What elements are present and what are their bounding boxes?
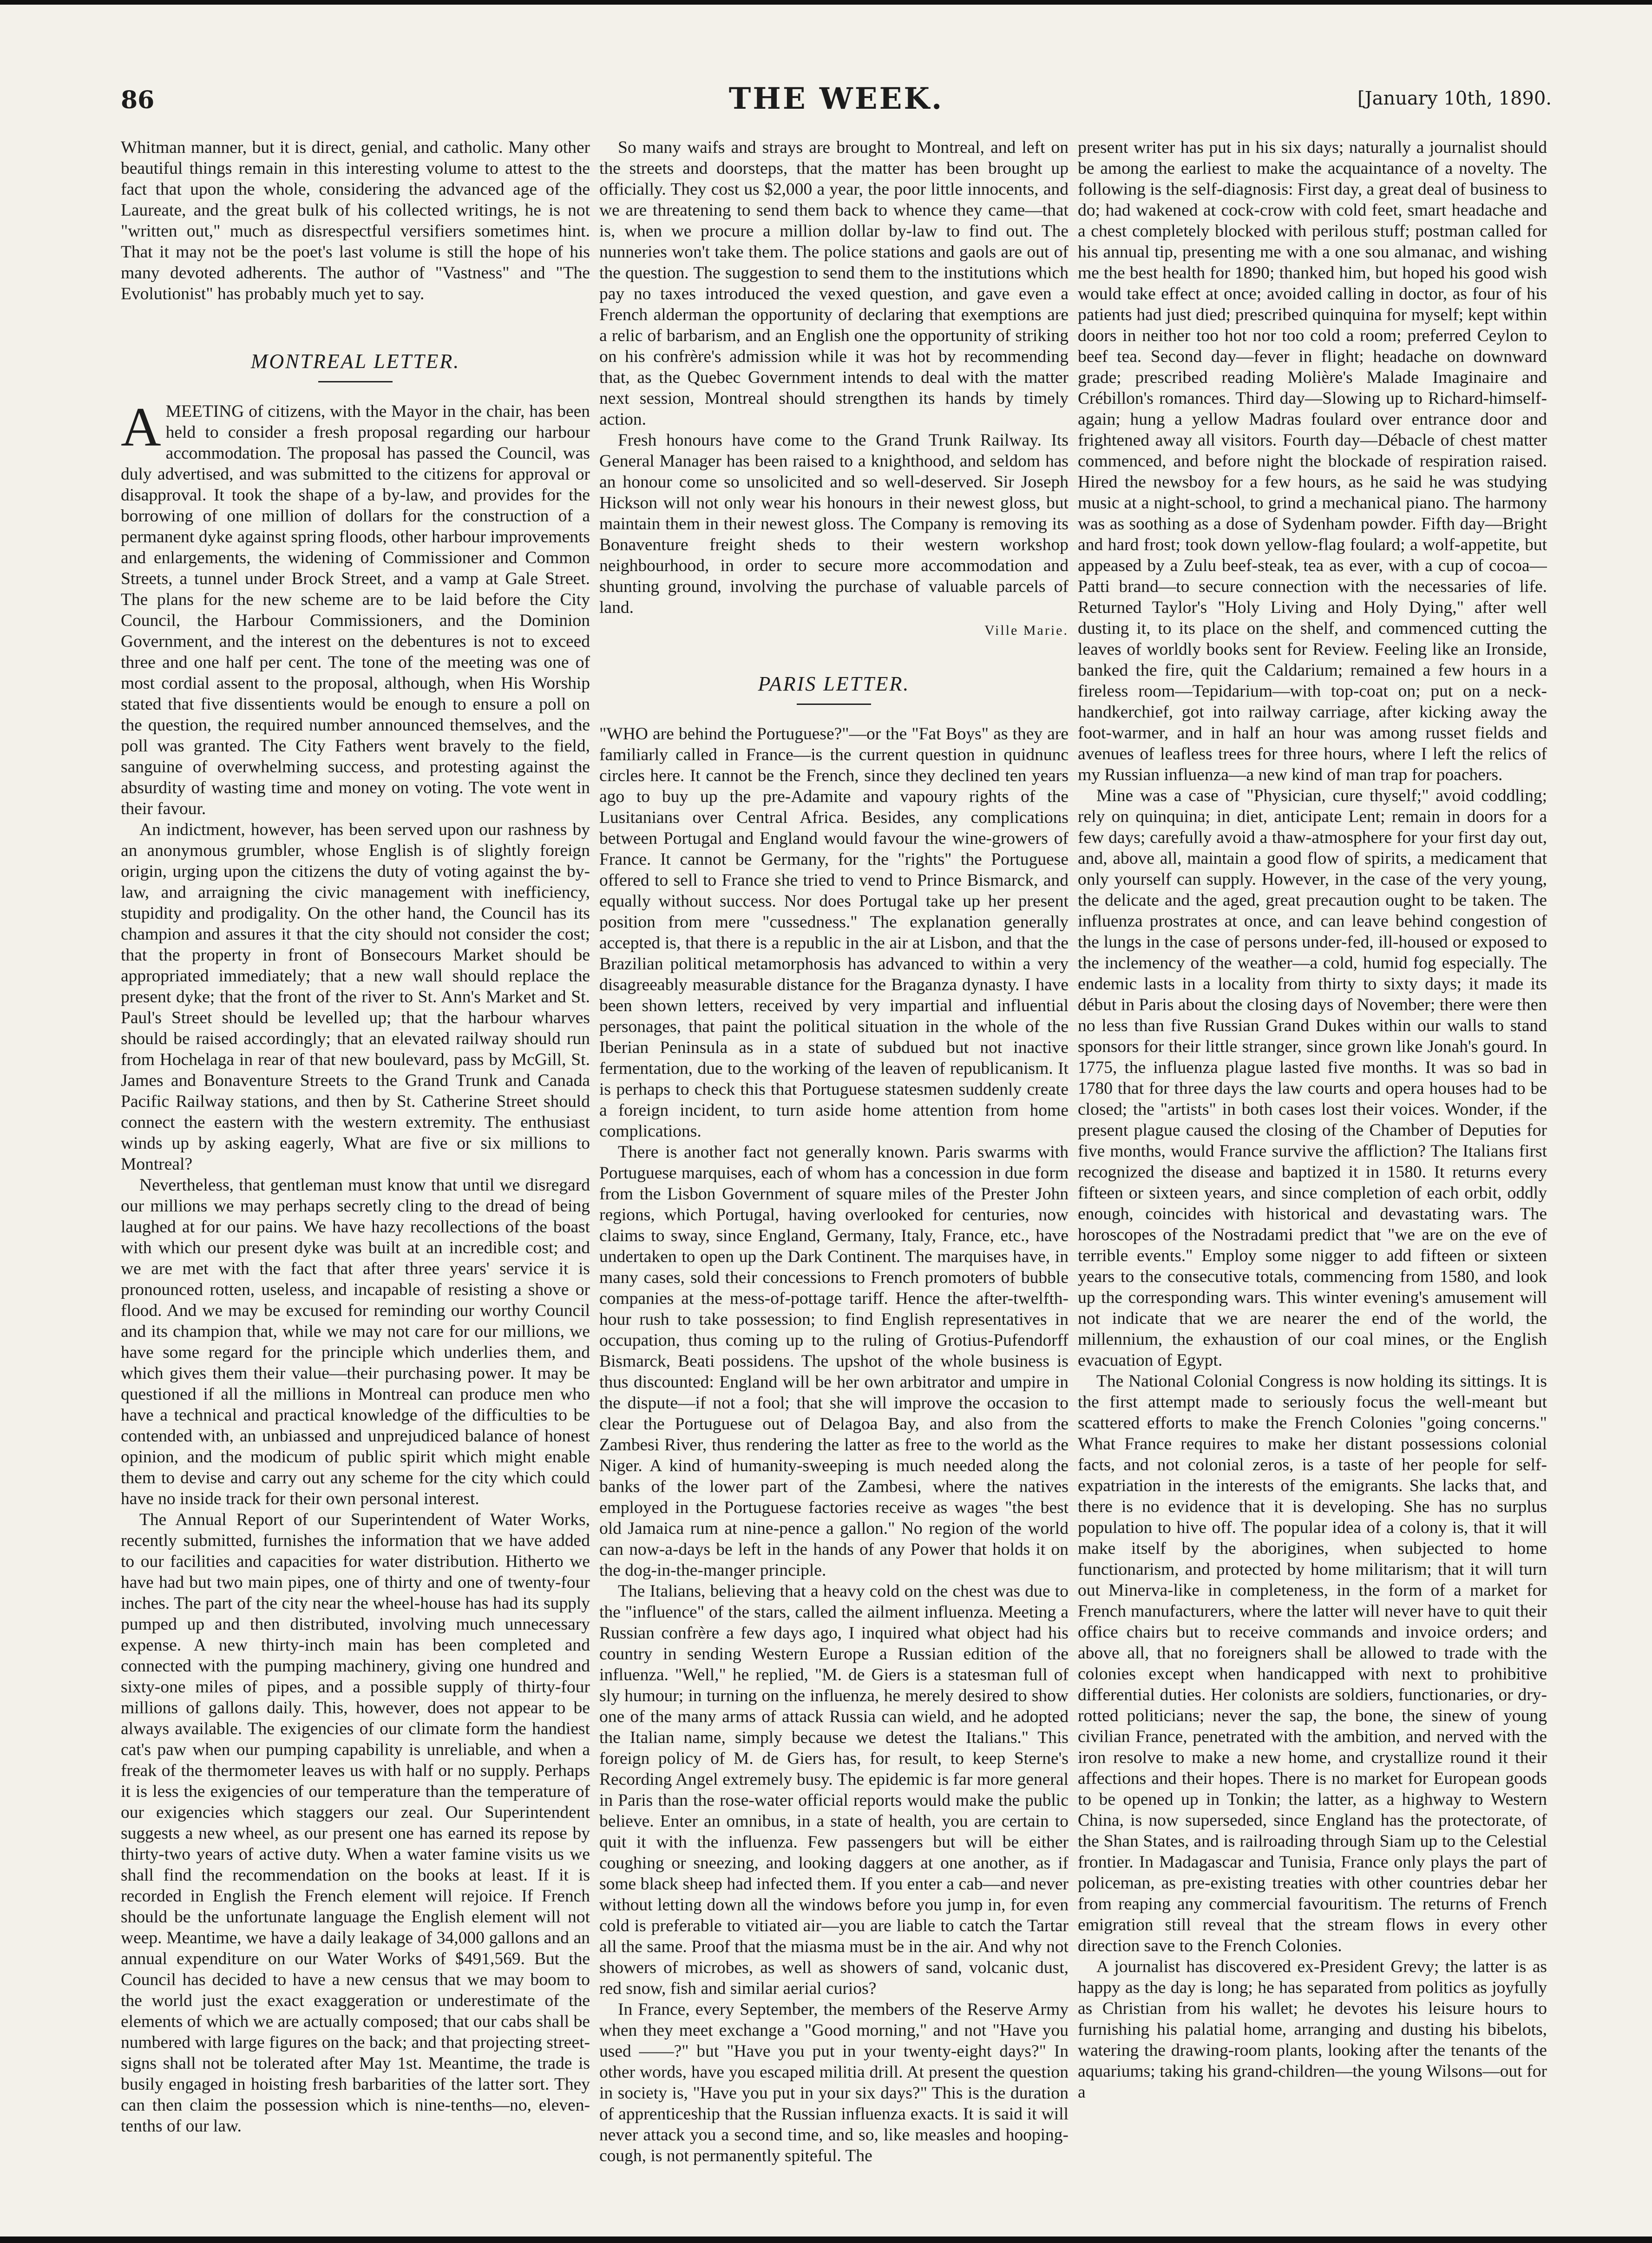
column-2-paragraph: The Italians, believing that a heavy cold on the chest was due to the "influence" of the stars, called the ailment influenza. Meeting a Russian confrère a few days ago, I inquired what object had his country in sending Western Europe a Russian edition of the influenza. "Well," he replied, "M. de Giers is a statesman full of sly humour; in turning on the influenza, he merely desired to show one of the many arms of attack Russia can wield, and he adopted the Italian name, simply because we detest the Italians." This foreign policy of M. de Giers has, for result, to keep Sterne's Recording Angel extremely busy. The epidemic is far more general in Paris than the rose-water official reports would make the public believe. Enter an omnibus, in a state of health, you are certain to quit it with the influenza. Few passengers but will be either coughing or sneezing, and looking daggers at one another, as if some black sheep had infected them. If you enter a cab—and never without letting down all the windows before you jump in, for even cold is preferable to vitiated air—you are liable to catch the Tartar all the same. Proof that the miasma must be in the air. And why not showers of microbes, as well as showers of sand, volcanic dust, red snow, fish and similar aerial curios?	[599, 1582, 1069, 1998]
column-1-paragraph: Whitman manner, but it is direct, genial, and catholic. Many other beautiful things remain in this interesting volume to attest to the fact that upon the whole, considering the advanced age of the Laureate, and the great bulk of his collected writings, he is not "written out," much as disrespectful versifiers sometimes hint. That it may not be the poet's last volume is still the hope of his many devoted adherents. The author of "Vastness" and "The Evolutionist" has probably much yet to say.	[121, 138, 590, 303]
heading-rule	[797, 704, 871, 705]
column-2	[599, 137, 1069, 2214]
montreal-letter-heading: MONTREAL LETTER.	[250, 350, 460, 373]
page-number: 86	[121, 86, 155, 114]
column-1-paragraph: An indictment, however, has been served upon our rashness by an anonymous grumbler, whose English is of slightly foreign origin, urging upon the citizens the duty of voting against the by-law, and arraigning the civic management with inefficiency, stupidity and prodigality. On the other hand, the Council has its champion and assures it that the city should not consider the cost; that the property in front of Bonsecours Market should be appropriated immediately; that a new wall should replace the present dyke; that the front of the river to St. Ann's Market and St. Paul's Street should be levelled up; that the harbour wharves should be raised accordingly; that an elevated railway should run from Hochelaga in rear of that new boulevard, pass by McGill, St. James and Bonaventure Streets to the Grand Trunk and Canada Pacific Railway stations, and then by St. Catherine Street should connect the eastern with the western extremity. The enthusiast winds up by asking eagerly, What are five or six millions to Montreal?	[121, 820, 590, 1174]
letter-signature: Ville Marie.	[984, 623, 1069, 638]
paris-letter-heading: PARIS LETTER.	[758, 672, 910, 695]
dateline: [January 10th, 1890.	[1357, 88, 1552, 109]
column-2-paragraph: "WHO are behind the Portuguese?"—or the "Fat Boys" as they are familiarly called in France—is the current question in quidnunc circles here. It cannot be the French, since they declined ten years ago to buy up the pre-Adamite and vapoury rights of the Lusitanians over Central Africa. Besides, any complications between Portugal and England would favour the wine-growers of France. It cannot be Germany, for the "rights" the Portuguese offered to sell to France she tried to vend to Prince Bismarck, and equally without success. Nor does Portugal take up her present position from mere "cussedness." The explanation generally accepted is, that there is a republic in the air at Lisbon, and that the Brazilian political metamorphosis has advanced to within a very disagreeably measurable distance for the Braganza dynasty. I have been shown letters, received by very impartial and influential personages, that paint the political situation in the whole of the Iberian Peninsula as in a state of subdued but not inactive fermentation, due to the working of the leaven of republicanism. It is perhaps to check this that Portuguese statesmen suddenly create a foreign incident, to turn aside home attention from home complications.	[599, 724, 1069, 1141]
column-1-paragraph	[121, 396, 590, 819]
column-1-paragraph: Nevertheless, that gentleman must know that until we disregard our millions we may perhaps secretly cling to the dread of being laughed at for our pains. We have hazy recollections of the boast with which our present dyke was built at an incredible cost; and we are met with the fact that after three years' service it is pronounced rotten, useless, and incapable of resisting a shove or flood. And we may be excused for reminding our worthy Council and its champion that, while we may not care for our millions, we have some regard for the principle which underlies them, and which gives them their value—their purchasing power. It may be questioned if all the millions in Montreal can produce men who have a technical and practical knowledge of the difficulties to be contended with, an unbiassed and unprejudiced balance of honest opinion, and the modicum of public spirit which might enable them to devise and carry out any scheme for the city which could have no inside track for their own personal interest.	[121, 1176, 590, 1508]
column-3-paragraph: The National Colonial Congress is now holding its sittings. It is the first attempt made to seriously focus the well-meant but scattered efforts to make the French Colonies "going concerns." What France requires to make her distant possessions colonial facts, and not colonial zeros, is a taste of her people for self-expatriation in the interests of the emigrants. She lacks that, and there is no evidence that it is developing. She has no surplus population to hive off. The popular idea of a colony is, that it will make itself by the aborigines, when subjected to home functionarism, and protected by home militarism; that it will turn out Minerva-like in completeness, in the form of a market for French manufacturers, where the latter will never have to quit their office chairs but to receive commands and invoice orders; and above all, that no foreigners shall be allowed to trade with the colonies except when handicapped with next to prohibitive differential duties. Her colonists are soldiers, functionaries, or dry-rotted politicians; never the sap, the bone, the sinew of young civilian France, penetrated with the ambition, and nerved with the iron resolve to make a new home, and crystallize round it their affections and their hopes. There is no market for European goods to be opened up in Tonkin; the latter, as a highway to Western China, is now superseded, since England has the protectorate, of the Shan States, and is railroading through Siam up to the Celestial frontier. In Madagascar and Tunisia, France only plays the part of policeman, as pre-existing treaties with other countries debar her from reaping any commercial favouritism. The returns of French emigration still reveal that the stream flows in every other direction save to the French Colonies.	[1078, 1372, 1547, 1955]
column-3-paragraph: present writer has put in his six days; naturally a journalist should be among the earliest to make the acquaintance of a novelty. The following is the self-diagnosis: First day, a great deal of business to do; had wakened at cock-crow with cold feet, smart headache and a chest completely blocked with perilous stuff; postman called for his annual tip, presenting me with a one sou almanac, and wishing me the best health for 1890; thanked him, but hoped his good wish would take effect at once; avoided calling in doctor, as four of his patients had just died; prescribed quinquina for myself; kept within doors in neither too hot nor too cold a room; preferred Ceylon to beef tea. Second day—fever in flight; headache on downward grade; prescribed reading Molière's Malade Imaginaire and Crébillon's romances. Third day—Slowing up to Richard-himself-again; hung a yellow Madras foulard over entrance door and frightened away all visitors. Fourth day—Débacle of chest matter commenced, and before night the blockade of respiration raised. Hired the newsboy for a few hours, as he said he was studying music at a night-school, to grind a mechanical piano. The harmony was as soothing as a dose of Sydenham powder. Fifth day—Bright and hard frost; took down yellow-flag foulard; a wolf-appetite, but appeased by a Zulu beef-steak, tea as ever, with a cup of cocoa—Patti brand—to secure connection with the necessaries of life. Returned Taylor's "Holy Living and Holy Dying," after well dusting it, to its place on the shelf, and commenced cutting the leaves of worldly books sent for Review. Feeling like an Ironside, banked the fire, quit the Caldarium; remained a few hours in a fireless room—Tepidarium—with top-coat on; put on a neck-handkerchief, got into railway carriage, after kicking away the foot-warmer, and in half an hour was among russet fields and avenues of leafless trees for three hours, where I left the relics of my Russian influenza—a new kind of man trap for poachers.	[1078, 138, 1547, 784]
top-border	[0, 0, 1652, 5]
column-2-paragraph: So many waifs and strays are brought to Montreal, and left on the streets and doorsteps, that the matter has been brought up officially. They cost us $2,000 a year, the poor little innocents, and we are threatening to send them back to whence they came—that is, when we procure a million dollar by-law to find out. The nunneries won't take them. The police stations and gaols are out of the question. The suggestion to send them to the institutions which pay no taxes introduced the vexed question, and gave even a French alderman the opportunity of declaring that exemptions are a relic of barbarism, and an English one the opportunity of striking on his confrère's admission while it was hot by recommending that, as the Quebec Government intends to deal with the matter next session, Montreal should strengthen its hands by timely action.	[599, 138, 1069, 429]
column-2-paragraph: There is another fact not generally known. Paris swarms with Portuguese marquises, each of whom has a concession in due form from the Lisbon Government of square miles of the Prester John regions, which Portugal, having overlooked for centuries, now claims to sway, since England, Germany, Italy, France, etc., have undertaken to open up the Dark Continent. The marquises have, in many cases, sold their concessions to French promoters of bubble companies at the mess-of-pottage tariff. Hence the after-twelfth-hour rush to take possession; to find English representatives in occupation, thus coming up to the ruling of Grotius-Pufendorff Bismarck, Beati possidens. The upshot of the whole business is thus discounted: England will be her own arbitrator and umpire in the dispute—if not a fool; that she will improve the occasion to clear the Portuguese out of Delagoa Bay, and also from the Zambesi River, thus rendering the latter as free to the world as the Niger. A kind of humanity-sweeping is much needed along the banks of the lower part of the Zambesi, where the natives employed in the Portuguese factories receive as wages "the best old Jamaica rum at nine-pence a gallon." No region of the world can now-a-days be left in the hands of any Power that holds it on the dog-in-the-manger principle.	[599, 1143, 1069, 1580]
column-3	[1078, 137, 1547, 2214]
column-2-paragraph: Fresh honours have come to the Grand Trunk Railway. Its General Manager has been raised to a knighthood, and seldom has an honour come so unsolicited and so well-deserved. Sir Joseph Hickson will not only wear his honours in their newest gloss, but maintain them in their newest gloss. The Company is removing its Bonaventure freight sheds to their western workshop neighbourhood, in order to secure more accommodation and shunting ground, involving the purchase of valuable parcels of land.	[599, 431, 1069, 617]
heading-rule	[318, 381, 393, 382]
column-3-paragraph: A journalist has discovered ex-President Grevy; the latter is as happy as the day is long; he has separated from politics as joyfully as Christian from his wallet; he devotes his leisure hours to furnishing his palatial home, arranging and dusting his bibelots, watering the drawing-room plants, looking after the tenants of the aquariums; taking his grand-children—the young Wilsons—out for a	[1078, 1957, 1547, 2102]
column-1-paragraph: The Annual Report of our Superintendent of Water Works, recently submitted, furnishes the information that we have added to our facilities and capacities for water distribution. Hitherto we have had but two main pipes, one of thirty and one of twenty-four inches. The part of the city near the wheel-house has had its supply pumped up and then distributed, involving much unnecessary expense. A new thirty-inch main has been completed and connected with the pumping machinery, giving one hundred and sixty-one miles of pipes, and a possible supply of thirty-four millions of gallons daily. This, however, does not appear to be always available. The exigencies of our climate form the handiest cat's paw when our pumping capability is unreliable, and when a freak of the thermometer leaves us with half or no supply. Perhaps it is less the exigencies of our temperature than the temperature of our exigencies which staggers our zeal. Our Superintendent suggests a new wheel, as our present one has earned its repose by thirty-two years of active duty. When a water famine visits us we shall find the recommendation on the books at least. If it is recorded in English the French element will rejoice. If French should be the unfortunate language the English element will not weep. Meantime, we have a daily leakage of 34,000 gallons and an annual expenditure on our Water Works of $491,569. But the Council has decided to have a new census that we may boom to the world just the exact exaggeration or underestimate of the elements of which we are actually composed; that our cabs shall be numbered with large figures on the back; and that projecting street-signs shall not be tolerated after May 1st. Meantime, the trade is busily engaged in hoisting fresh barbarities of the latter sort. They can then claim the possession which is nine-tenths—no, eleven-tenths of our law.	[121, 1510, 590, 2136]
bottom-border	[0, 2236, 1652, 2243]
masthead-title: THE WEEK.	[728, 81, 944, 116]
column-2-paragraph: In France, every September, the members of the Reserve Army when they meet exchange a "Good morning," and not "Have you used ——?" but "Have you put in your twenty-eight days?" In other words, have you escaped militia drill. At present the question in society is, "Have you put in your six days?" This is the duration of apprenticeship that the Russian influenza exacts. It is said it will never attack you a second time, and so, like measles and hooping-cough, is not permanently spiteful. The	[599, 2000, 1069, 2165]
drop-cap: A	[121, 396, 161, 458]
column-1	[121, 137, 590, 2214]
column-3-paragraph: Mine was a case of "Physician, cure thyself;" avoid coddling; rely on quinquina; in diet, anticipate Lent; remain in doors for a few days; carefully avoid a thaw-atmosphere for your first day out, and, above all, maintain a good flow of spirits, a medicament that only yourself can supply. However, in the case of the very young, the delicate and the aged, great precaution ought to be taken. The influenza prostrates at once, and can leave behind congestion of the lungs in the case of persons under-fed, ill-housed or exposed to the inclemency of the weather—a cold, humid fog especially. The endemic lasts in a locality from thirty to sixty days; it made its début in Paris about the closing days of November; there were then no less than five Russian Grand Dukes within our walls to stand sponsors for their little stranger, since grown like Jonah's gourd. In 1775, the influenza plague lasted five months. It was so bad in 1780 that for three days the law courts and opera houses had to be closed; the "artists" in both cases lost their voices. Wonder, if the present plague caused the closing of the Chamber of Deputies for five months, would France survive the affliction? The Italians first recognized the disease and baptized it in 1580. It returns every fifteen or sixteen years, and since completion of each orbit, oddly enough, coincides with historical and devastating wars. The horoscopes of the Nostradami predict that "we are on the eve of terrible events." Employ some nigger to add fifteen or sixteen years to the consecutive totals, commencing from 1580, and look up the corresponding wars. This winter evening's amusement will not indicate that we are nearer the end of the world, the millennium, the exhaustion of our coal mines, or the English evacuation of Egypt.	[1078, 786, 1547, 1370]
page-header	[121, 81, 1552, 123]
paragraph-text: MEETING of citizens, with the Mayor in the chair, has been held to consider a fresh proposal regarding our harbour accommodation. The proposal has passed the Council, was duly advertised, and was submitted to the citizens for approval or disapproval. It took the shape of a by-law, and provides for the borrowing of one million of dollars for the construction of a permanent dyke against spring floods, other harbour improvements and enlargements, the widening of Commissioner and Common Streets, a tunnel under Brock Street, and a vamp at Gale Street. The plans for the new scheme are to be laid before the City Council, the Harbour Commissioners, and the Dominion Government, and the interest on the debentures is not to exceed three and one half per cent. The tone of the meeting was one of most cordial assent to the proposal, although, when His Worship stated that five dissentients would be enough to ensure a poll on the question, the required number announced themselves, and the poll was granted. The City Fathers went bravely to the field, sanguine of overwhelming success, and protesting against the absurdity of wasting time and money on voting. The vote went in their favour.	[121, 402, 590, 818]
